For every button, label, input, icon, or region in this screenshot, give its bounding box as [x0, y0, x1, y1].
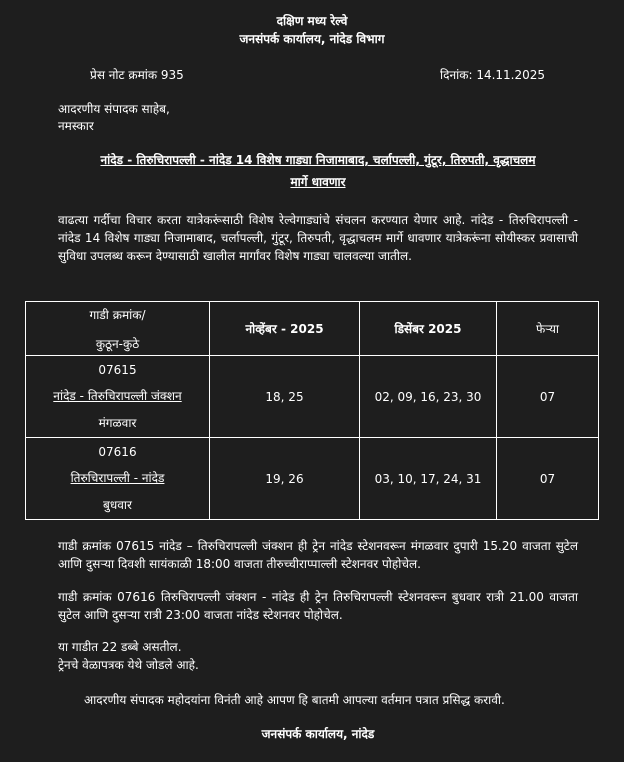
train-cell — [26, 356, 210, 438]
schedule-table — [25, 301, 599, 520]
timetable-info: ट्रेनचे वेळापत्रक येथे जोडले आहे. — [58, 658, 199, 672]
signature: जनसंपर्क कार्यालय, नांदेड — [261, 727, 375, 741]
trip-count: 07 — [497, 438, 599, 520]
header-trips: फेऱ्या — [497, 302, 599, 356]
train-route: तिरुचिरापल्ली - नांदेड — [70, 470, 165, 485]
table-row — [26, 356, 599, 438]
november-dates: 19, 26 — [210, 438, 360, 520]
editor-request: आदरणीय संपादक महोदयांना विनंती आहे आपण हि बातमी आपल्या वर्तमान पत्रात प्रसिद्ध करावी. — [84, 693, 505, 707]
train-07616-details: गाडी क्रमांक 07616 तिरुचिरापल्ली जंक्शन - नांदेड ही ट्रेन तिरुचिरापल्ली स्टेशनवरून बुधवार रात्री 21.00 वाजता सुटेल आणि दुसऱ्या रात्री 23:00 वाजता नांदेड स्टेशनवर पोहोचेल. — [58, 590, 578, 622]
table-row — [26, 438, 599, 520]
train-number: 07616 — [98, 444, 137, 459]
december-dates: 03, 10, 17, 24, 31 — [360, 438, 497, 520]
press-note-date: दिनांक: 14.11.2025 — [440, 68, 546, 82]
table-header-row — [26, 302, 599, 356]
train-route: नांदेड - तिरुचिरापल्ली जंक्शन — [53, 388, 182, 403]
trip-count: 07 — [497, 356, 599, 438]
november-dates: 18, 25 — [210, 356, 360, 438]
org-department: जनसंपर्क कार्यालय, नांदेड विभाग — [239, 32, 385, 46]
header-train-route: कुठून-कुठे — [95, 336, 140, 351]
headline-line-1: नांदेड - तिरुचिरापल्ली - नांदेड 14 विशेष गाड्या निजामाबाद, चर्लापल्ली, गुंटूर, तिरुपती, वृद्धाचलम — [100, 153, 536, 167]
header-december: डिसेंबर 2025 — [360, 302, 497, 356]
train-day: बुधवार — [103, 497, 132, 512]
train-day: मंगळवार — [98, 415, 137, 430]
december-dates: 02, 09, 16, 23, 30 — [360, 356, 497, 438]
org-name: दक्षिण मध्य रेल्वे — [276, 14, 348, 28]
train-number: 07615 — [98, 362, 137, 377]
intro-paragraph: वाढत्या गर्दीचा विचार करता यात्रेकरूंसाठी विशेष रेल्वेगाड्यांचे संचलन करण्यात येणार आहे. नांदेड - तिरुचिरापल्ली - नांदेड 14 विशेष गाड्या निजामाबाद, चर्लापल्ली, गुंटूर, तिरुपती, वृद्धाचलम मार्गे धावणार यात्रेकरूंना सोयीस्कर प्रवासाची सुविधा उपलब्ध करून देण्यासाठी खालील मार्गांवर विशेष गाड्या चालवल्या जातील. — [58, 213, 578, 263]
header-train — [26, 302, 210, 356]
header-november: नोव्हेंबर - 2025 — [210, 302, 360, 356]
train-cell — [26, 438, 210, 520]
train-07615-details: गाडी क्रमांक 07615 नांदेड – तिरुचिरापल्ली जंक्शन ही ट्रेन नांदेड स्टेशनवरून मंगळवार दुपारी 15.20 वाजता सुटेल आणि दुसऱ्या दिवशी सायंकाळी 18:00 वाजता तीरुच्चीराप्पाल्ली स्टेशनवर पोहोचेल. — [58, 539, 578, 571]
salutation-line: आदरणीय संपादक साहेब, — [58, 102, 170, 116]
header-train-number: गाडी क्रमांक/ — [89, 307, 146, 322]
greeting-line: नमस्कार — [58, 119, 94, 133]
press-note-number: प्रेस नोट क्रमांक 935 — [90, 68, 184, 82]
coaches-info: या गाडीत 22 डब्बे असतील. — [58, 640, 182, 654]
headline-line-2: मार्गे धावणार — [290, 175, 346, 189]
